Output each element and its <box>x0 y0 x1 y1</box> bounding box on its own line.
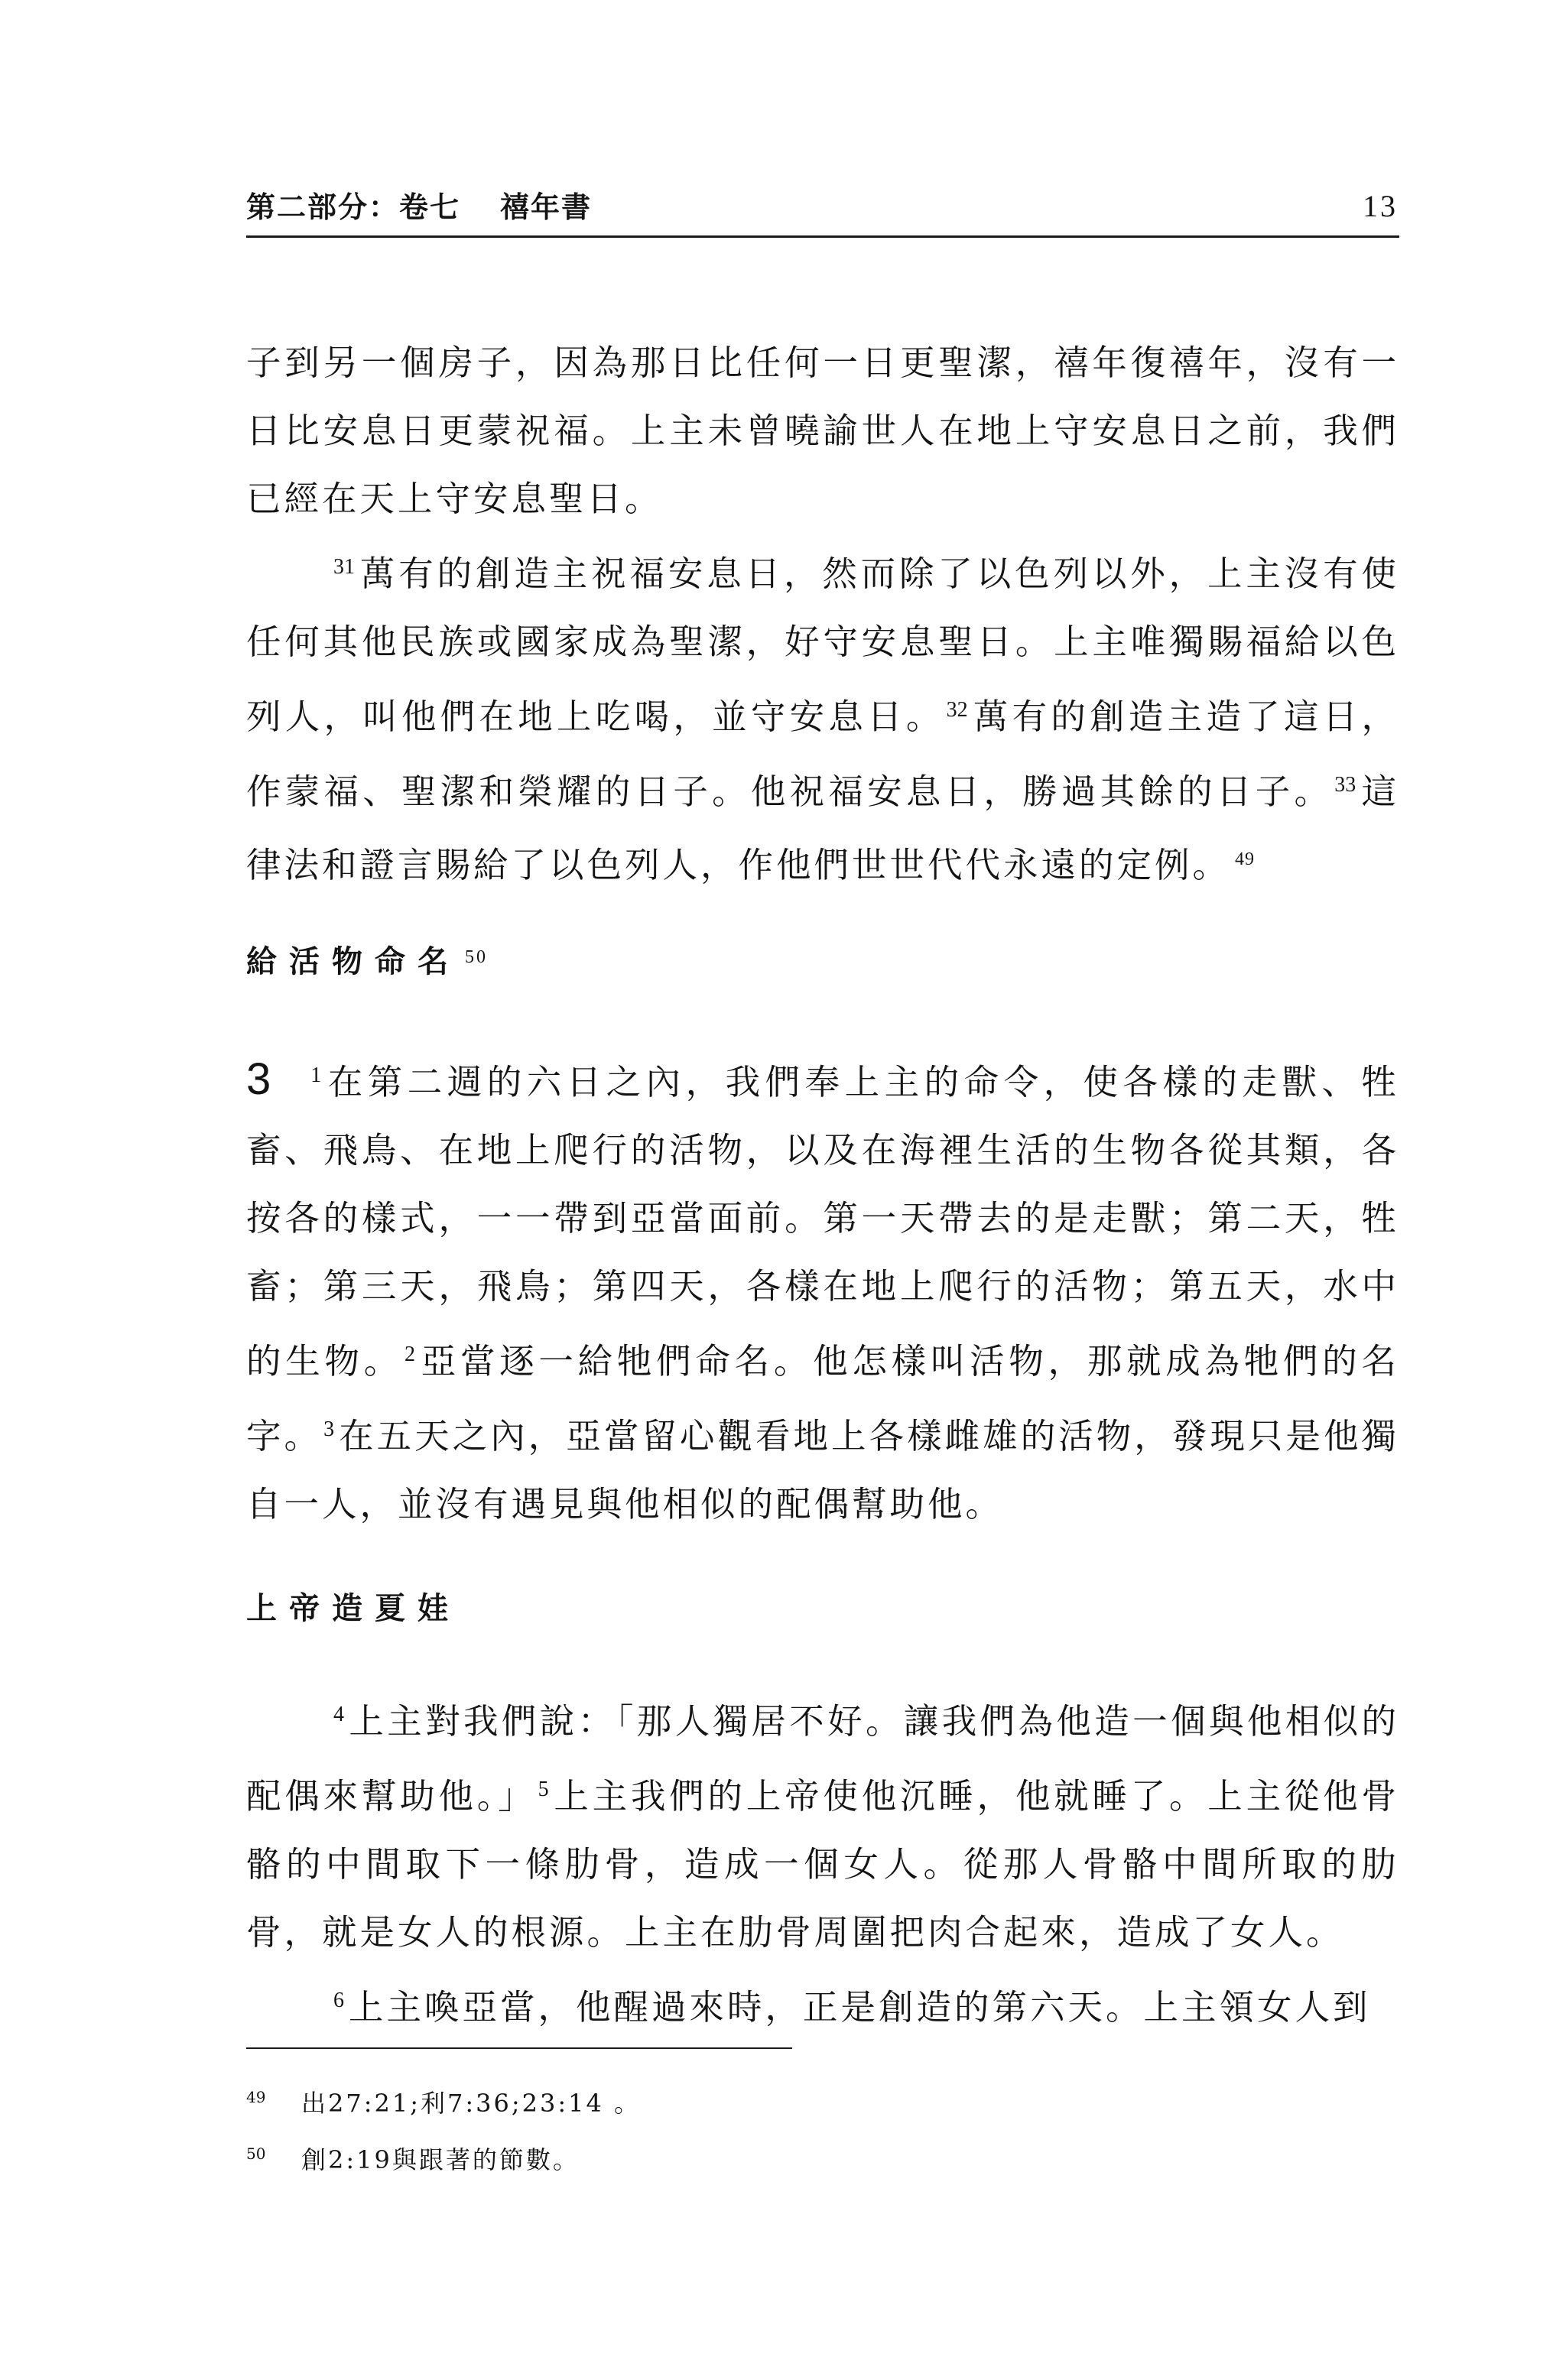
header-title <box>246 183 592 226</box>
footnote-number: 50 <box>246 2145 266 2163</box>
verse-text: 這律法和證言賜給了以色列人，作他們世世代代永遠的定例。 <box>246 771 1399 885</box>
footnote-text: 創2:19與跟著的節數。 <box>301 2145 580 2174</box>
footnote-50 <box>246 2141 580 2176</box>
verse-text: 上主喚亞當，他醒過來時，正是創造的第六天。上主領女人到 <box>349 1987 1371 2028</box>
verse-text: 上主對我們說：「那人獨居不好。讓我們為他造一個與他相似的配偶來幫助他。」 <box>246 1701 1399 1817</box>
running-header <box>246 177 1399 238</box>
footnote-49 <box>246 2084 641 2119</box>
chapter-number: 3 <box>246 1054 271 1104</box>
verse-number: 5 <box>538 1778 549 1801</box>
verse-number: 33 <box>1334 773 1356 797</box>
verse-number: 3 <box>323 1417 335 1441</box>
verse-text: 萬有的創造主造了這日，作蒙福、聖潔和榮耀的日子。他祝福安息日，勝過其餘的日子。 <box>246 696 1399 812</box>
verse-text: 上主我們的上帝使他沉睡，他就睡了。上主從他骨骼的中間取下一條肋骨，造成一個女人。從那人骨骼中間所取的肋骨，就是女人的根源。上主在肋骨周圍把肉合起來，造成了女人。 <box>246 1776 1399 1953</box>
paragraph-sabbath-end: 子到另一個房子，因為那日比任何一日更聖潔，禧年復禧年，沒有一日比安息日更蒙祝福。上主未曾曉諭世人在地上守安息日之前，我們已經在天上守安息聖日。 <box>246 343 1399 519</box>
text-block-eve <box>246 1680 1399 2041</box>
footnote-ref-49: 49 <box>1235 849 1256 869</box>
verse-number: 6 <box>333 1989 344 2012</box>
section-heading-creating-eve <box>246 1584 460 1628</box>
footnote-number: 49 <box>246 2088 266 2106</box>
text-block-sabbath <box>246 329 1399 899</box>
footnote-text: 出27:21;利7:36;23:14 。 <box>301 2089 642 2118</box>
paragraph-verse-6 <box>246 1966 1399 2041</box>
verse-number: 1 <box>310 1063 322 1087</box>
verse-text: 萬有的創造主祝福安息日，然而除了以色列以外，上主沒有使任何其他民族或國家成為聖潔，好守安息聖日。上主唯獨賜福給以色列人，叫他們在地上吃喝，並守安息日。 <box>246 554 1399 737</box>
footnote-ref-50: 50 <box>465 947 488 967</box>
section-heading-naming-animals <box>246 937 488 981</box>
verse-number: 4 <box>333 1703 344 1726</box>
verse-number: 2 <box>404 1343 415 1366</box>
footnote-divider <box>246 2047 792 2049</box>
paragraph-verses-31-33 <box>246 533 1399 899</box>
paragraph-verses-1-3 <box>246 1041 1399 1538</box>
header-book: 禧年書 <box>500 190 593 224</box>
verse-text: 亞當逐一給牠們命名。他怎樣叫活物，那就成為牠們的名字。 <box>246 1341 1399 1456</box>
verse-number: 32 <box>946 698 968 722</box>
heading-text: 上帝造夏娃 <box>246 1591 460 1626</box>
heading-text: 給活物命名 <box>246 944 460 979</box>
verse-text: 在第二週的六日之內，我們奉上主的命令，使各樣的走獸、牲畜、飛鳥、在地上爬行的活物，以及在海裡生活的生物各從其類，各按各的樣式，一一帶到亞當面前。第一天帶去的是走獸；第二天，牲畜；第三天，飛鳥；第四天，各樣在地上爬行的活物；第五天，水中的生物。 <box>246 1062 1399 1382</box>
page-number: 13 <box>1363 189 1398 223</box>
header-section: 第二部分：卷七 <box>246 190 461 224</box>
verse-text: 在五天之內，亞當留心觀看地上各樣雌雄的活物，發現只是他獨自一人，並沒有遇見與他相似的配偶幫助他。 <box>246 1416 1399 1524</box>
verse-number: 31 <box>333 555 355 579</box>
paragraph-verses-4-5 <box>246 1680 1399 1966</box>
text-block-chapter-3 <box>246 1041 1399 1538</box>
